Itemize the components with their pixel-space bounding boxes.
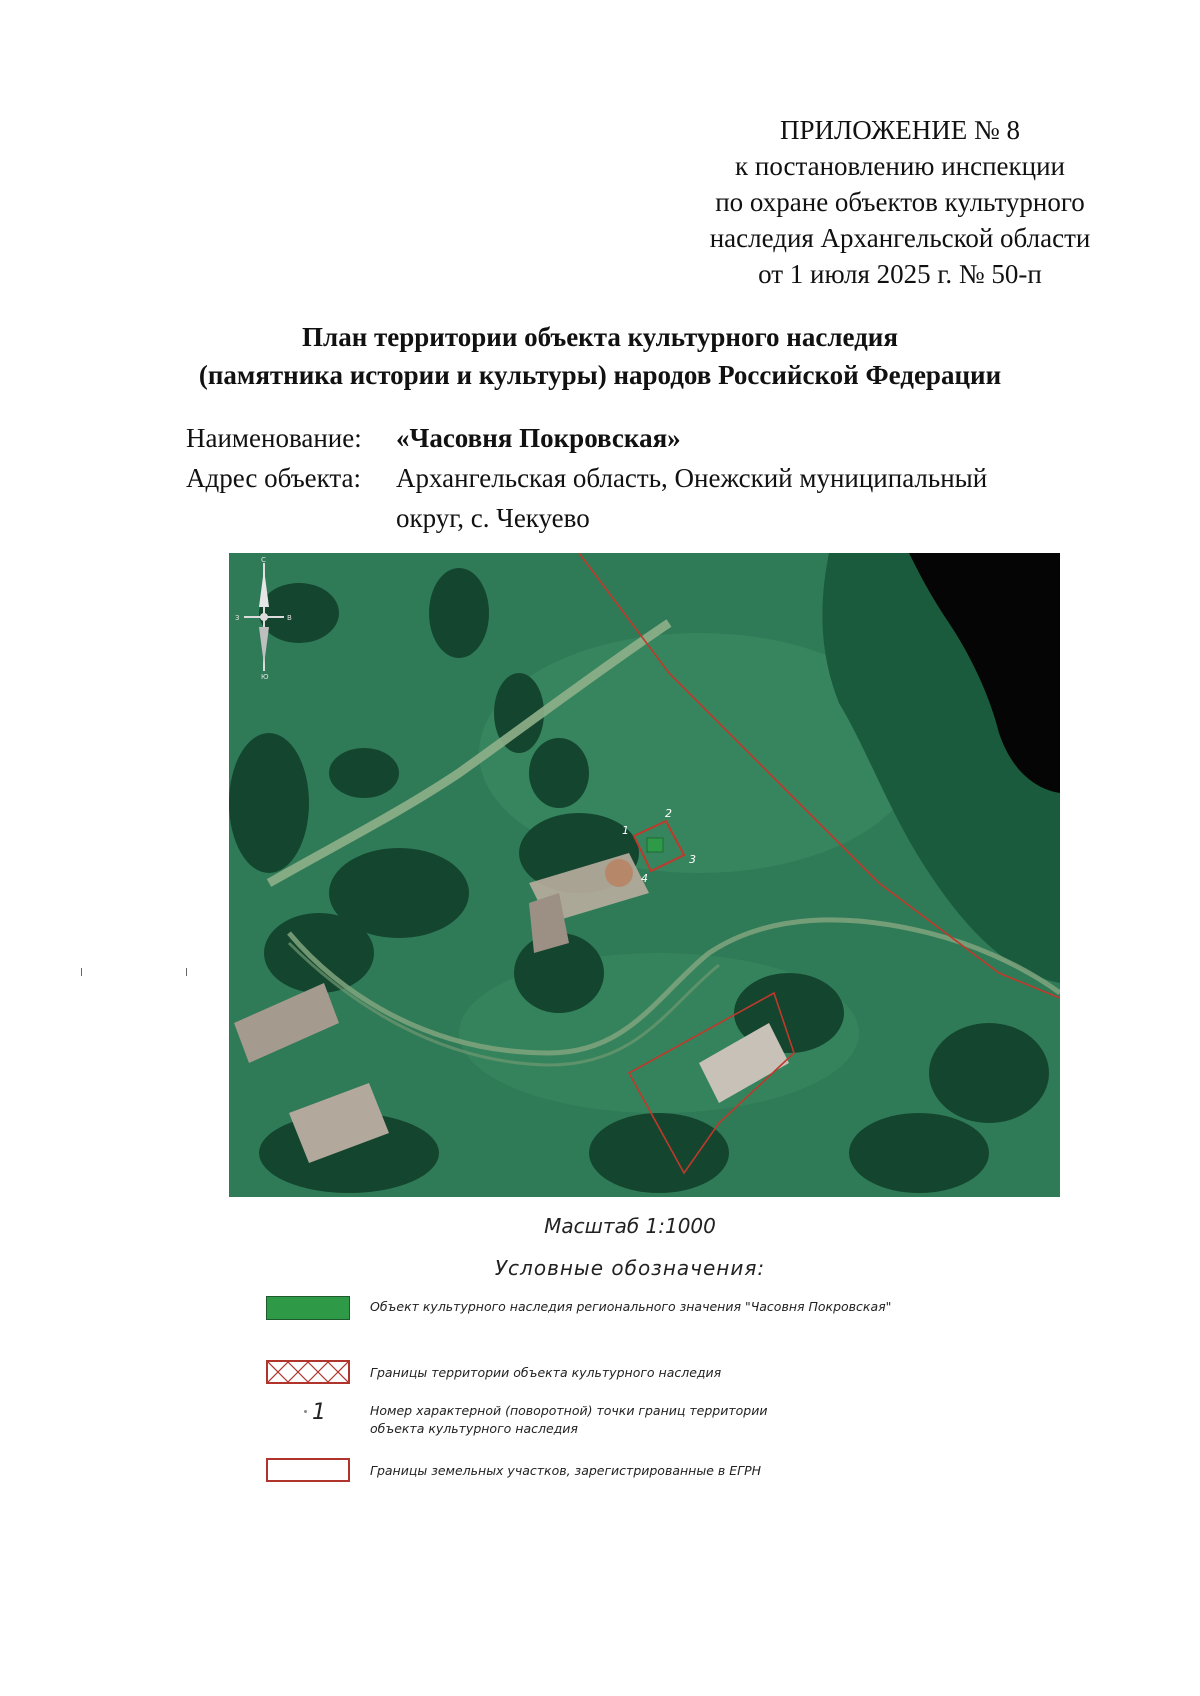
document-title: [100, 318, 1100, 394]
legend-text: объекта культурного наследия: [370, 1421, 578, 1436]
legend-point-symbol: 1: [312, 1400, 326, 1425]
title-line: (памятника истории и культуры) народов Российской Федерации: [198, 360, 1002, 390]
legend-swatch-hatched: [266, 1360, 350, 1384]
address-label: Адрес объекта:: [186, 463, 362, 493]
appendix-number: ПРИЛОЖЕНИЕ № 8: [779, 115, 1021, 145]
point-number-1: 1: [622, 824, 629, 837]
name-label: Наименование:: [186, 423, 362, 453]
map-canvas: [229, 553, 1060, 1197]
appendix-header: [640, 112, 1160, 292]
appendix-line: наследия Архангельской области: [709, 223, 1091, 253]
legend-text: Номер характерной (поворотной) точки границ территории: [370, 1403, 768, 1418]
legend-swatch-outline: [266, 1458, 350, 1482]
map-scale: Масштаб 1:1000: [544, 1214, 716, 1238]
point-number-3: 3: [689, 853, 696, 866]
address-value-2: округ, с. Чекуево: [396, 503, 590, 533]
compass-east: В: [287, 614, 292, 622]
name-value: «Часовня Покровская»: [396, 423, 681, 453]
appendix-line: к постановлению инспекции: [735, 151, 1065, 181]
hatch-pattern: [268, 1362, 348, 1382]
point-number-2: 2: [665, 807, 672, 820]
scan-mark: [186, 968, 187, 976]
satellite-map: [229, 553, 1060, 1197]
legend-swatch-green: [266, 1296, 350, 1320]
scan-mark: [81, 968, 82, 976]
heritage-object: [647, 838, 663, 852]
title-line: План территории объекта культурного наследия: [302, 322, 898, 352]
appendix-date: от 1 июля 2025 г. № 50-п: [758, 259, 1042, 289]
legend-text: Объект культурного наследия регионального значения "Часовня Покровская": [370, 1299, 892, 1314]
legend-title: Условные обозначения:: [494, 1256, 766, 1280]
legend-text: Границы территории объекта культурного наследия: [370, 1365, 722, 1380]
compass-south: Ю: [261, 673, 269, 681]
point-dot-icon: [304, 1410, 307, 1413]
compass-west: З: [235, 614, 240, 622]
address-value: Архангельская область, Онежский муниципальный: [396, 463, 988, 493]
point-number-4: 4: [641, 872, 648, 885]
compass-north: С: [261, 556, 266, 564]
legend-text: Границы земельных участков, зарегистрированные в ЕГРН: [370, 1463, 762, 1478]
appendix-line: по охране объектов культурного: [715, 187, 1085, 217]
